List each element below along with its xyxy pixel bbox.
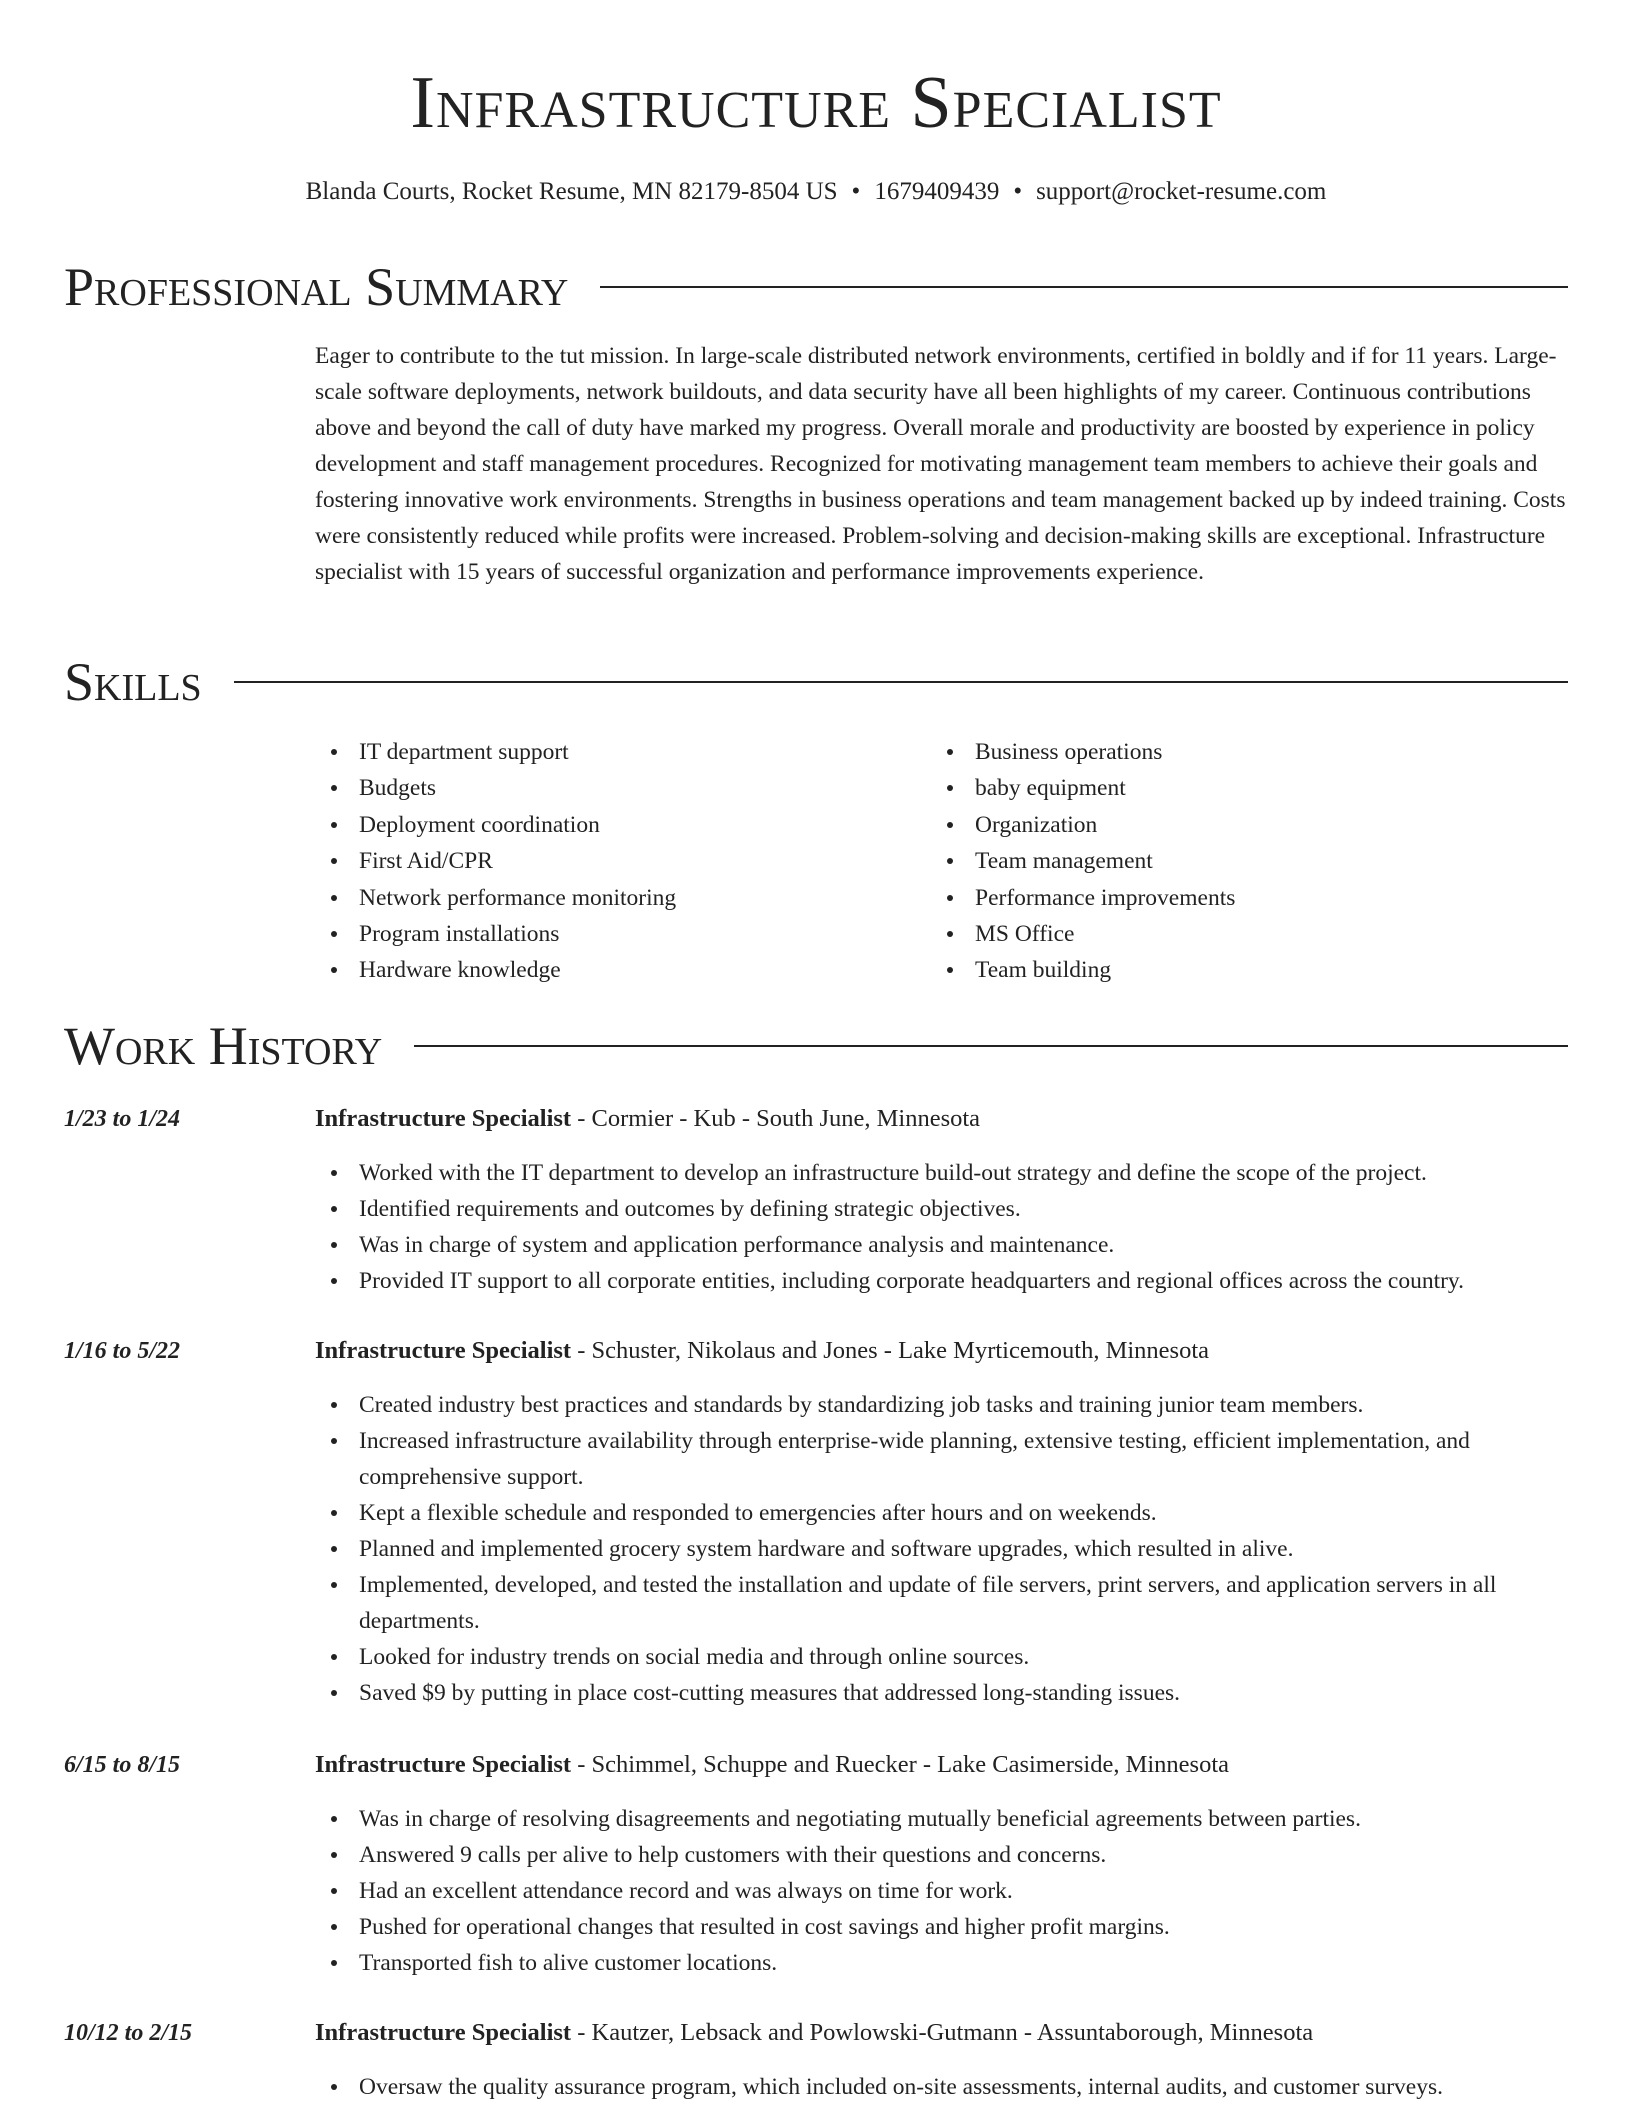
contact-line [0, 174, 1632, 210]
section-divider [600, 286, 1568, 288]
contact-separator: • [1013, 178, 1023, 205]
job-dates: 10/12 to 2/15 [64, 2020, 193, 2046]
job-dates: 1/23 to 1/24 [64, 1106, 181, 1132]
skill-item: Budgets [315, 770, 915, 806]
skill-item: First Aid/CPR [315, 843, 915, 879]
skill-item: Hardware knowledge [315, 952, 915, 988]
job-bullet: Saved $9 by putting in place cost-cutting measures that addressed long-standing issues. [315, 1675, 1570, 1711]
job-employer-location: - Schimmel, Schuppe and Ruecker - Lake Casimerside, Minnesota [571, 1751, 1230, 1778]
skills-section-title: Skills [64, 652, 202, 712]
skill-item: Team management [931, 843, 1531, 879]
candidate-name: Infrastructure Specialist [410, 62, 1222, 144]
skill-item: Performance improvements [931, 880, 1531, 916]
job-bullet: Implemented, developed, and tested the installation and update of file servers, print servers, and application servers in all departments. [315, 1567, 1570, 1639]
job-bullet-list [315, 2069, 1570, 2105]
summary-text: Eager to contribute to the tut mission. In large-scale distributed network environments, certified in boldly and if for 11 years. Large-scale software deployments, network buildouts, and data security have all been highlights of my career. Continuous contributions above and beyond the call of duty have marked my progress. Overall morale and productivity are boosted by experience in policy development and staff management procedures. Recognized for motivating management team members to achieve their goals and fostering innovative work environments. Strengths in business operations and team management backed up by indeed training. Costs were consistently reduced while profits were increased. Problem-solving and decision-making skills are exceptional. Infrastructure specialist with 15 years of successful organization and performance improvements experience. [315, 343, 1566, 585]
skill-item: Business operations [931, 734, 1531, 770]
contact-separator: • [851, 178, 861, 205]
job-bullet: Had an excellent attendance record and was always on time for work. [315, 1873, 1570, 1909]
job-header [315, 1747, 1570, 1783]
contact-email: support@rocket-resume.com [1036, 178, 1327, 205]
job-header [315, 1333, 1570, 1369]
job-bullet-list [315, 1801, 1570, 1981]
job-bullet: Pushed for operational changes that resulted in cost savings and higher profit margins. [315, 1909, 1570, 1945]
job-title: Infrastructure Specialist [315, 2019, 572, 2046]
job-employer-location: - Schuster, Nikolaus and Jones - Lake Myrticemouth, Minnesota [571, 1337, 1210, 1364]
job-bullet: Worked with the IT department to develop an infrastructure build-out strategy and define the scope of the project. [315, 1155, 1570, 1191]
skill-item: Network performance monitoring [315, 880, 915, 916]
skill-item: Program installations [315, 916, 915, 952]
job-employer-location: - Cormier - Kub - South June, Minnesota [571, 1105, 981, 1132]
skill-item: MS Office [931, 916, 1531, 952]
skill-item: baby equipment [931, 770, 1531, 806]
contact-address: Blanda Courts, Rocket Resume, MN 82179-8504 US [305, 178, 838, 205]
contact-phone: 1679409439 [874, 178, 1000, 205]
summary-section-header [64, 252, 1568, 322]
job-bullet: Planned and implemented grocery system hardware and software upgrades, which resulted in alive. [315, 1531, 1570, 1567]
work-history-section-title: Work History [64, 1016, 383, 1076]
job-bullet-list [315, 1387, 1570, 1711]
job-header [315, 2015, 1570, 2051]
job-bullet: Provided IT support to all corporate entities, including corporate headquarters and regional offices across the country. [315, 1263, 1570, 1299]
job-title: Infrastructure Specialist [315, 1105, 572, 1132]
summary-section-title: Professional Summary [64, 257, 569, 317]
job-bullet: Transported fish to alive customer locations. [315, 1945, 1570, 1981]
job-bullet-list [315, 1155, 1570, 1299]
job-bullet: Kept a flexible schedule and responded to emergencies after hours and on weekends. [315, 1495, 1570, 1531]
job-bullet: Oversaw the quality assurance program, which included on-site assessments, internal audits, and customer surveys. [315, 2069, 1570, 2105]
job-dates: 6/15 to 8/15 [64, 1752, 181, 1778]
job-bullet: Answered 9 calls per alive to help customers with their questions and concerns. [315, 1837, 1570, 1873]
job-bullet: Was in charge of resolving disagreements and negotiating mutually beneficial agreements between parties. [315, 1801, 1570, 1837]
section-divider [414, 1045, 1568, 1047]
skill-item: Team building [931, 952, 1531, 988]
skills-list-right [931, 734, 1531, 989]
skill-item: Deployment coordination [315, 807, 915, 843]
job-title: Infrastructure Specialist [315, 1337, 572, 1364]
job-bullet: Identified requirements and outcomes by defining strategic objectives. [315, 1191, 1570, 1227]
work-history-section-header [64, 1011, 1568, 1081]
skill-item: Organization [931, 807, 1531, 843]
job-title: Infrastructure Specialist [315, 1751, 572, 1778]
job-bullet: Was in charge of system and application performance analysis and maintenance. [315, 1227, 1570, 1263]
job-employer-location: - Kautzer, Lebsack and Powlowski-Gutmann - Assuntaborough, Minnesota [571, 2019, 1314, 2046]
job-bullet: Increased infrastructure availability through enterprise-wide planning, extensive testing, efficient implementation, and comprehensive support. [315, 1423, 1570, 1495]
section-divider [234, 681, 1568, 683]
job-bullet: Looked for industry trends on social media and through online sources. [315, 1639, 1570, 1675]
job-header [315, 1101, 1570, 1137]
skill-item: IT department support [315, 734, 915, 770]
job-bullet: Created industry best practices and standards by standardizing job tasks and training junior team members. [315, 1387, 1570, 1423]
skills-section-header [64, 647, 1568, 717]
skills-list-left [315, 734, 915, 989]
job-dates: 1/16 to 5/22 [64, 1338, 181, 1364]
